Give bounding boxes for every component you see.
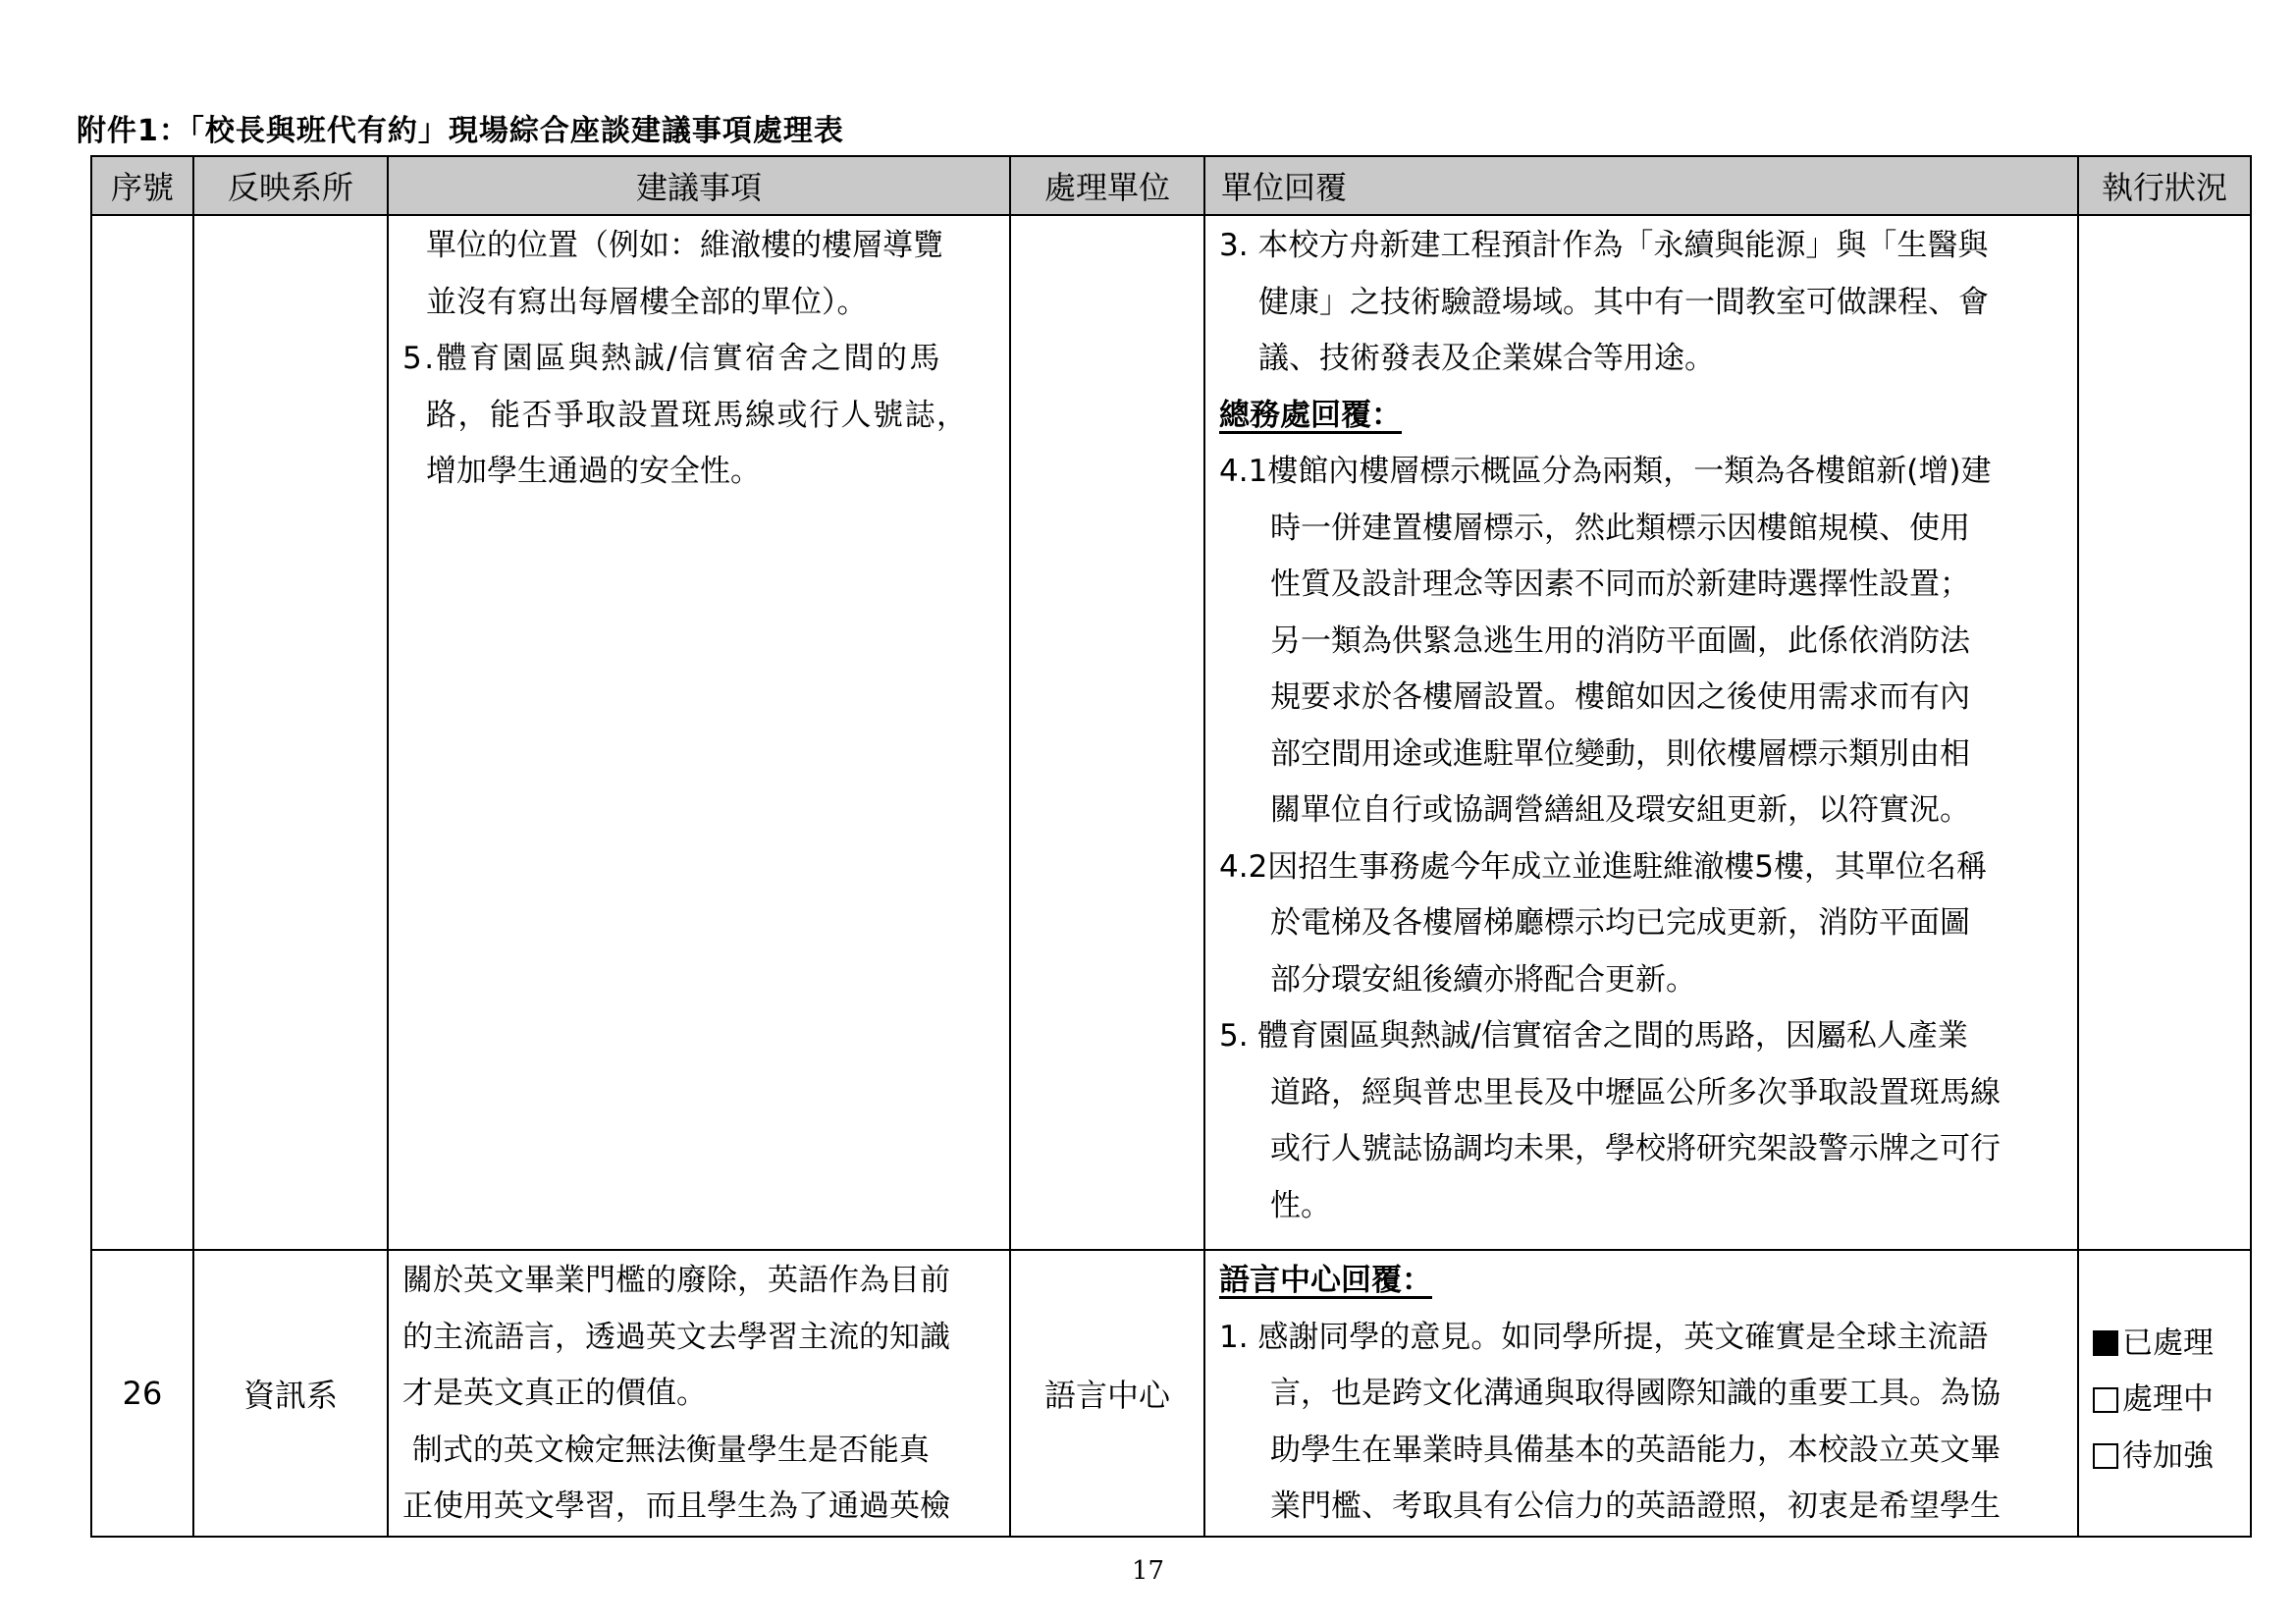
row1-dept-cell [193,215,388,1250]
suggestion-line: 制式的英文檢定無法衡量學生是否能真 [402,1432,930,1468]
suggestion-line: 關於英文畢業門檻的廢除，英語作為目前 [402,1263,950,1298]
status-label: 已處理 [2122,1325,2214,1361]
reply-line: 4.2因招生事務處今年成立並進駐維澈樓5樓，其單位名稱 [1219,848,1988,885]
empty-box-icon [2093,1387,2118,1413]
header-status: 執行狀況 [2078,156,2251,215]
checked-box-icon [2093,1330,2118,1356]
reply-line: 性。 [1270,1187,1331,1223]
reply-line: 部空間用途或進駐單位變動，則依樓層標示類別由相 [1270,735,1970,772]
row1-suggestion-cell [388,215,1010,1250]
reply-line: 4.1樓館內樓層標示概區分為兩類，一類為各樓館新(增)建 [1219,454,1992,489]
reply-line: 助學生在畢業時具備基本的英語能力，本校設立英文畢 [1270,1432,2001,1468]
reply-line: 1. 感謝同學的意見。如同學所提，英文確實是全球主流語 [1219,1319,1989,1355]
document-title: 附件1：「校長與班代有約」現場綜合座談建議事項處理表 [77,114,844,148]
reply-line: 業門檻、考取具有公信力的英語證照，初衷是希望學生 [1270,1489,2001,1524]
reply-line: 時一併建置樓層標示，然此類標示因樓館規模、使用 [1270,510,1970,546]
status-option-pending [2093,1429,2250,1486]
status-option-done [2093,1316,2250,1373]
row2-suggestion-cell [388,1250,1010,1537]
reply-line: 關單位自行或協調營繕組及環安組更新，以符實況。 [1270,792,1970,828]
suggestion-table [90,155,2252,1538]
reply-line: 於電梯及各樓層梯廳標示均已完成更新，消防平面圖 [1270,905,1970,941]
suggestion-line: 的主流語言，透過英文去學習主流的知識 [402,1319,950,1355]
suggestion-line: 路，能否爭取設置斑馬線或行人號誌， [426,397,969,433]
suggestion-line: 單位的位置（例如：維澈樓的樓層導覽 [426,228,943,263]
reply-line: 健康」之技術驗證場域。其中有一間教室可做課程、會 [1258,284,1989,320]
header-unit: 處理單位 [1010,156,1204,215]
reply-line: 言，也是跨文化溝通與取得國際知識的重要工具。為協 [1270,1376,2001,1411]
table-row [91,215,2251,1250]
reply-line: 或行人號誌協調均未果，學校將研究架設警示牌之可行 [1270,1131,2001,1166]
table-header-row [91,156,2251,215]
empty-box-icon [2093,1443,2118,1469]
suggestion-line: 正使用英文學習，而且學生為了通過英檢 [402,1489,950,1524]
row1-seq-cell [91,215,193,1250]
reply-sub-heading: 語言中心回覆： [1219,1263,1432,1298]
row1-status-cell [2078,215,2251,1250]
header-dept: 反映系所 [193,156,388,215]
reply-line: 議、技術發表及企業媒合等用途。 [1258,341,1715,376]
header-suggestion: 建議事項 [388,156,1010,215]
reply-sub-heading: 總務處回覆： [1219,397,1402,433]
suggestion-line: 增加學生通過的安全性。 [426,454,761,489]
row2-dept: 資訊系 [193,1250,388,1537]
reply-line: 另一類為供緊急逃生用的消防平面圖，此係依消防法 [1270,623,1970,659]
reply-line: 性質及設計理念等因素不同而於新建時選擇性設置； [1270,567,1970,602]
table-row [91,1250,2251,1537]
row2-seq: 26 [91,1250,193,1537]
row1-reply-cell [1204,215,2078,1250]
reply-line: 規要求於各樓層設置。樓館如因之後使用需求而有內 [1270,679,1970,715]
suggestion-line: 5.體育園區與熱誠/信實宿舍之間的馬 [402,341,943,376]
row1-unit-cell [1010,215,1204,1250]
row2-reply-cell [1204,1250,2078,1537]
suggestion-line: 並沒有寫出每層樓全部的單位）。 [426,284,868,320]
header-reply: 單位回覆 [1204,156,2078,215]
reply-line: 道路，經與普忠里長及中壢區公所多次爭取設置斑馬線 [1270,1074,2001,1110]
row2-status-cell [2078,1250,2251,1537]
reply-line: 5. 體育園區與熱誠/信實宿舍之間的馬路，因屬私人產業 [1219,1018,1968,1054]
page-number: 17 [1131,1556,1165,1586]
status-option-processing [2093,1372,2250,1429]
reply-line: 3. 本校方舟新建工程預計作為「永續與能源」與「生醫與 [1219,228,1989,263]
row2-unit: 語言中心 [1010,1250,1204,1537]
reply-line: 部分環安組後續亦將配合更新。 [1270,961,1696,998]
header-seq: 序號 [91,156,193,215]
status-label: 處理中 [2122,1381,2214,1417]
suggestion-line: 才是英文真正的價值。 [402,1376,707,1411]
status-label: 待加強 [2122,1437,2214,1474]
